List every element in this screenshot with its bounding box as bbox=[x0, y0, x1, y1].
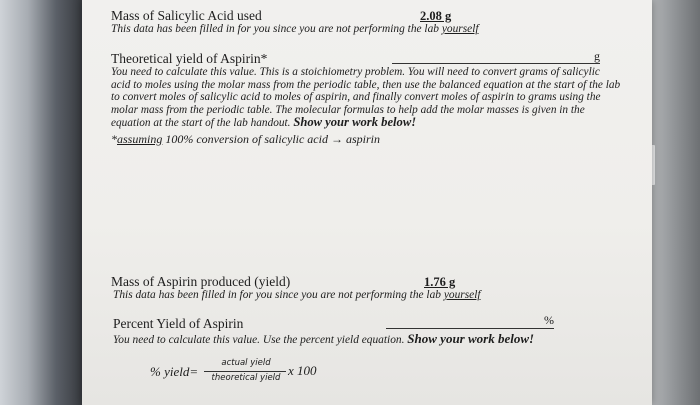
percent-yield-unit: % bbox=[544, 313, 554, 327]
aspirin-mass-title: Mass of Aspirin produced (yield) bbox=[111, 274, 291, 289]
percent-yield-formula-lhs bbox=[150, 364, 198, 380]
formula-numerator: actual yield bbox=[221, 358, 271, 368]
salicylic-mass-value: 2.08 g bbox=[420, 9, 452, 23]
note-yourself: yourself bbox=[441, 23, 479, 35]
background-left bbox=[0, 0, 80, 405]
assuming-word: assuming bbox=[117, 132, 163, 146]
assumption-text: 100% conversion of salicylic acid → aspirin bbox=[162, 132, 380, 146]
show-work-emphasis: Show your work below! bbox=[407, 331, 535, 346]
aspirin-mass-value: 1.76 g bbox=[424, 275, 456, 289]
theoretical-yield-title: Theoretical yield of Aspirin* bbox=[111, 51, 268, 66]
theoretical-yield-answer-line bbox=[392, 63, 600, 64]
formula-multiplier: x 100 bbox=[288, 363, 317, 378]
formula-denominator: theoretical yield bbox=[211, 373, 281, 383]
salicylic-mass-note bbox=[111, 23, 479, 35]
percent-yield-instructions bbox=[113, 331, 534, 347]
aspirin-mass-note bbox=[113, 289, 481, 301]
note-text: This data has been filled in for you since you are not performing the lab bbox=[111, 23, 442, 35]
instructions-text: You need to calculate this value. This is a stoichiometry problem. You will need to convert grams of salicylic acid to moles using the molar mass from the periodic table, then use the balanced equation at the start of the lab to convert moles of salicylic acid to moles of aspirin, and finally convert moles of aspirin to grams using the molar mass from the periodic table. The molecular formulas to help add the molar masses is given in the equation at the start of the lab handout. bbox=[111, 66, 621, 130]
conversion-assumption bbox=[111, 132, 380, 147]
formula-fraction-bar bbox=[204, 371, 286, 372]
theoretical-yield-unit: g bbox=[594, 49, 600, 63]
show-work-emphasis: Show your work below! bbox=[293, 115, 417, 130]
instructions-text: You need to calculate this value. Use the percent yield equation. bbox=[113, 334, 408, 346]
salicylic-mass-title: Mass of Salicylic Acid used bbox=[111, 8, 262, 23]
theoretical-yield-instructions bbox=[111, 66, 621, 130]
percent-yield-title: Percent Yield of Aspirin bbox=[113, 316, 244, 331]
footnote-star: * bbox=[111, 132, 117, 146]
percent-yield-label: % yield= bbox=[150, 364, 199, 379]
note-text: This data has been filled in for you since you are not performing the lab bbox=[113, 289, 444, 301]
note-yourself: yourself bbox=[443, 289, 481, 301]
percent-yield-answer-line bbox=[386, 328, 554, 329]
worksheet-page bbox=[82, 0, 652, 405]
